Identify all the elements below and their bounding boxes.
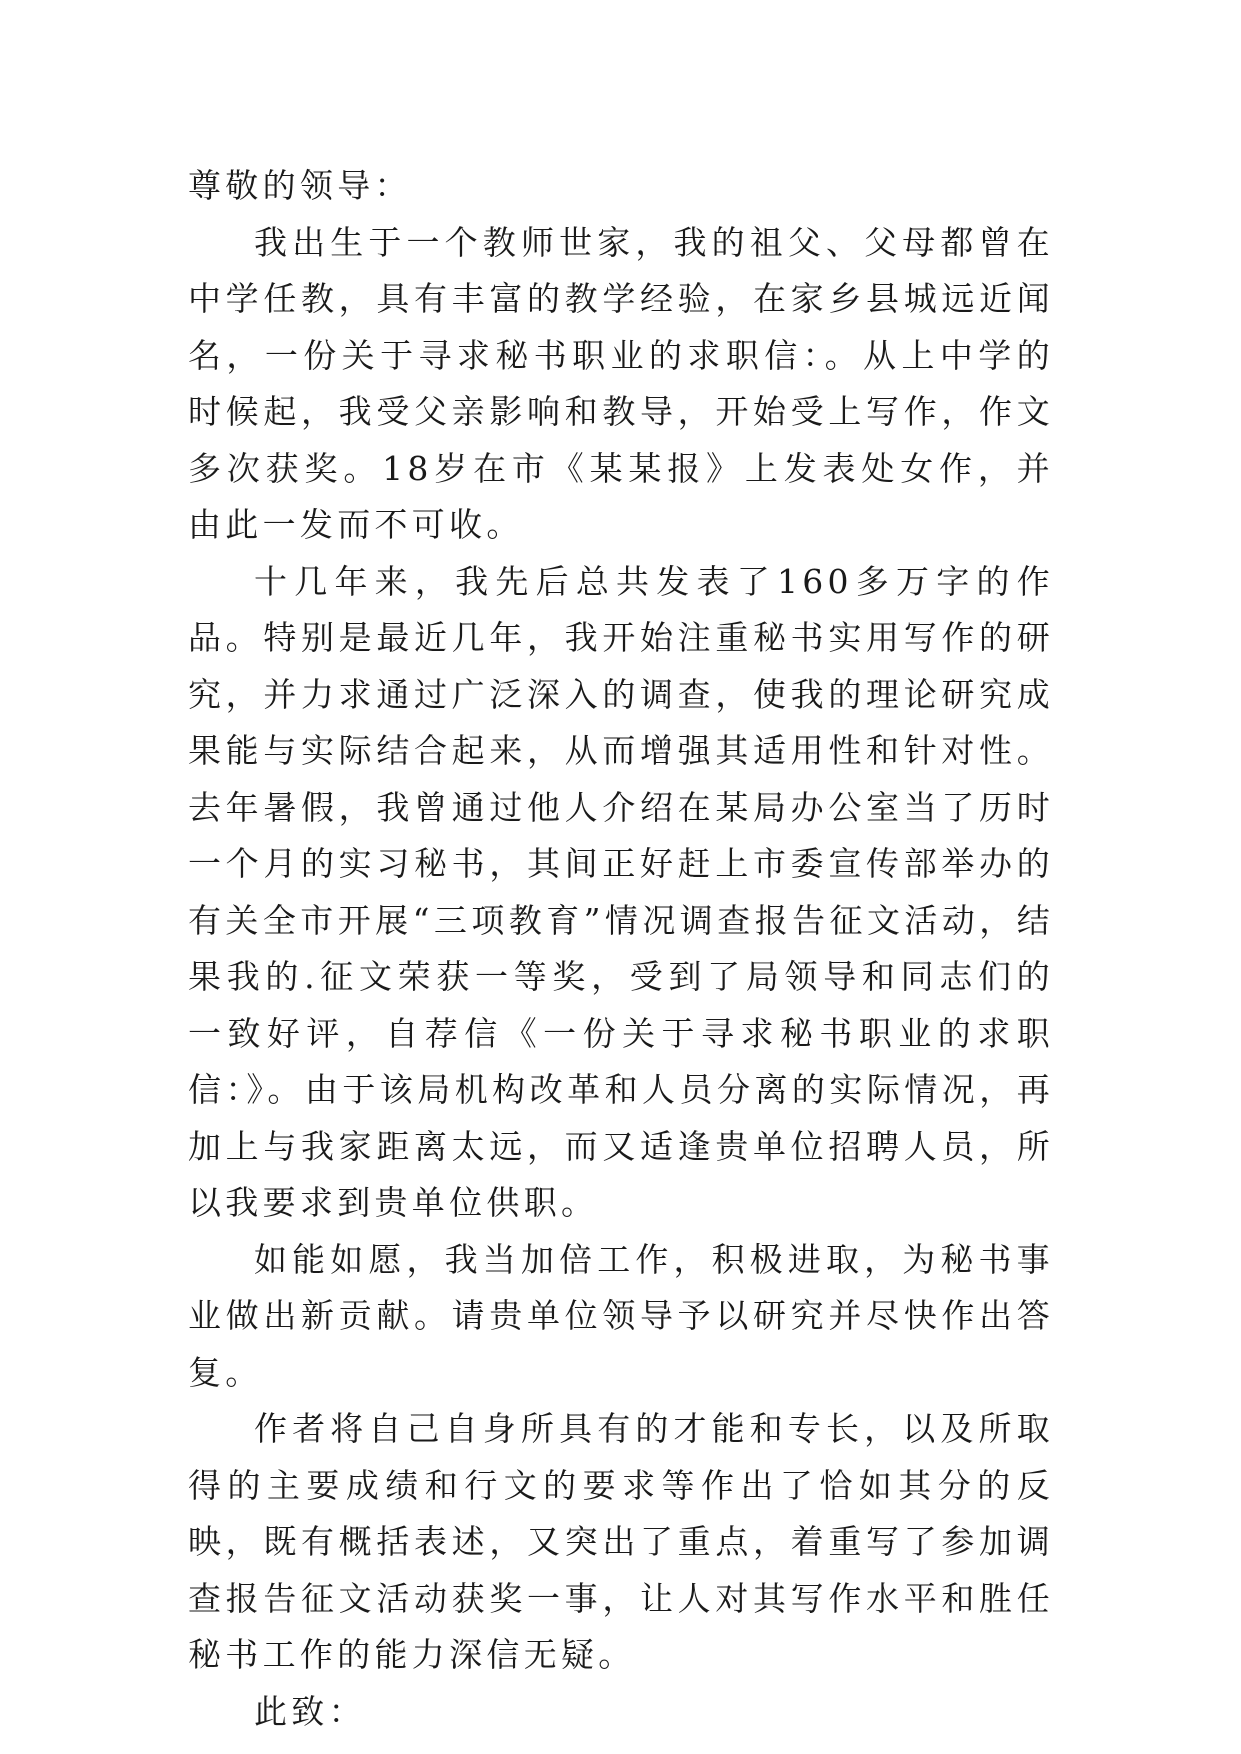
salutation: 尊敬的领导： bbox=[188, 166, 412, 205]
paragraph-request: 如能如愿，我当加倍工作，积极进取，为秘书事业做出新贡献。请贵单位领导予以研究并尽快作出答复。 bbox=[188, 1239, 1054, 1392]
paragraph-commentary: 作者将自己自身所具有的才能和专长，以及所取得的主要成绩和行文的要求等作出了恰如其分的反映，既有概括表述，又突出了重点，着重写了参加调查报告征文活动获奖一事，让人对其写作水平和胜任秘书工作的能力深信无疑。 bbox=[188, 1409, 1054, 1674]
paragraph-background: 我出生于一个教师世家，我的祖父、父母都曾在中学任教，具有丰富的教学经验，在家乡县城远近闻名，一份关于寻求秘书职业的求职信：。从上中学的时候起，我受父亲影响和教导，开始受上写作，作文多次获奖。18岁在市《某某报》上发表处女作，并由此一发而不可收。 bbox=[188, 222, 1054, 544]
closing: 此致： bbox=[254, 1691, 366, 1731]
letter-body bbox=[188, 158, 1054, 1740]
paragraph-experience: 十几年来，我先后总共发表了160多万字的作品。特别是最近几年，我开始注重秘书实用写作的研究，并力求通过广泛深入的调查，使我的理论研究成果能与实际结合起来，从而增强其适用性和针对性。去年暑假，我曾通过他人介绍在某局办公室当了历时一个月的实习秘书，其间正好赶上市委宣传部举办的有关全市开展“三项教育”情况调查报告征文活动，结果我的.征文荣获一等奖，受到了局领导和同志们的一致好评，自荐信《一份关于寻求秘书职业的求职信：》。由于该局机构改革和人员分离的实际情况，再加上与我家距离太远，而又适逢贵单位招聘人员，所以我要求到贵单位供职。 bbox=[188, 561, 1054, 1222]
